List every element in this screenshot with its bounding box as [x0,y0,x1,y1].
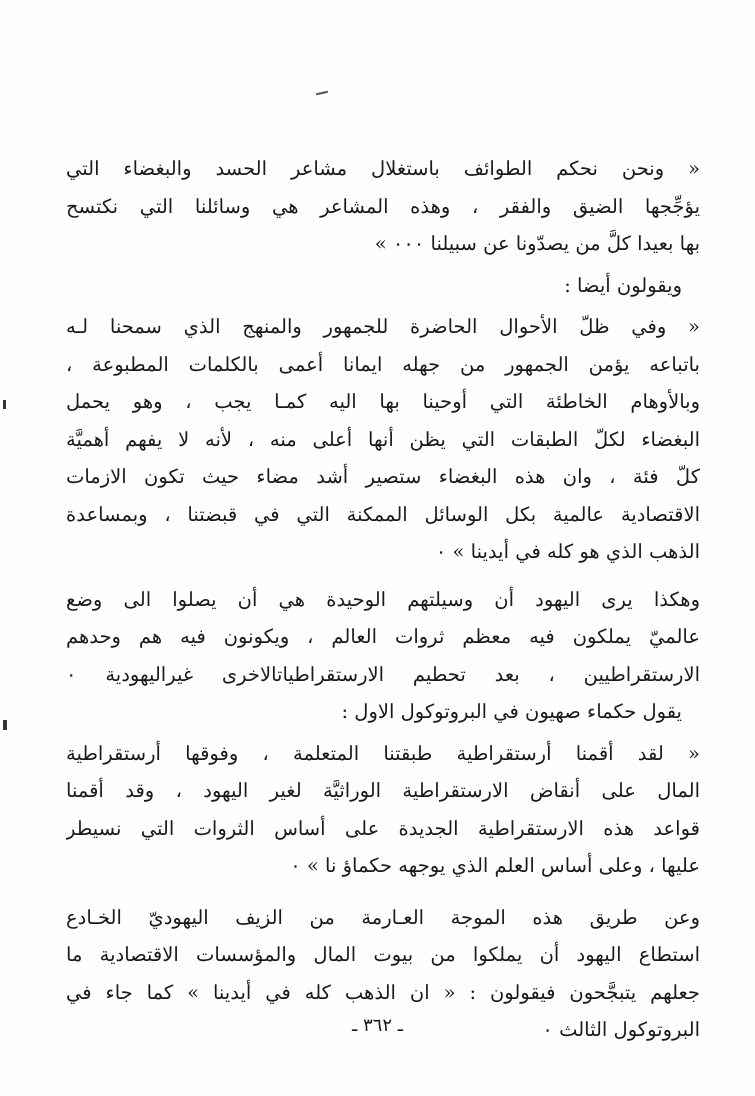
text-line: يقول حكماء صهيون في البروتوكول الاول : [341,700,682,723]
text-line: « ونحن نحكم الطوائف باستغلال مشاعر الحسد والبغضاء التي [66,157,700,180]
text-line: باتباعه يؤمن الجمهور من جهله ايمانا أعمى بالكلمات المطبوعة ، [66,352,700,376]
paragraph-intro-protocol-1 [66,693,700,731]
text-line: الارستقراطيين ، بعد تحطيم الارستقراطياتالاخرى غيراليهودية ٠ [66,662,700,686]
text-line: « لقد أقمنا أرستقراطية طبقتنا المتعلمة ، وفوقها أرستقراطية [66,741,700,765]
text-line: استطاع اليهود أن يملكوا من بيوت المال والمؤسسات الاقتصادية ما [66,943,700,966]
ink-mark-edge [3,720,7,730]
ink-mark-edge [3,400,6,409]
text-line: كلّ فئة ، وان هذه البغضاء ستصير أشد مضاء حيث تكون الازمات [66,465,700,488]
text-line: يؤجِّجها الضيق والفقر ، وهذه المشاعر هي وسائلنا التي نكتسح [66,194,700,218]
text-line: عالميّ يملكون فيه معظم ثروات العالم ، ويكونون فيه هم وحدهم [66,625,700,648]
paragraph-quote-1 [66,150,700,263]
body-text [66,150,700,1049]
text-line: ويقولون أيضا : [564,273,682,297]
text-line: البغضاء لكلّ الطبقات التي يظن أنها أعلى منه ، لأنه لا يفهم أهميَّة [66,427,700,451]
text-line: جعلهم يتبجَّحون فيقولون : « ان الذهب كله في أيدينا » كما جاء في [66,980,700,1004]
page-number: ـ ٣٦٢ ـ [351,1015,403,1036]
text-line: وعن طريق هذه الموجة العـارمة من الزيف اليهوديّ الخـادع [66,905,700,929]
text-line: وبالأوهام الخاطئة التي أوحينا بها اليه كمـا يجب ، وهو يحمل [66,390,700,413]
paragraph-commentary-1 [66,581,700,694]
text-line: البروتوكول الثالث ٠ [542,1018,700,1041]
text-line: قواعد هذه الارستقراطية الجديدة على أساس الثروات التي نسيطر [66,816,700,840]
ink-mark-top [316,91,328,95]
text-line: الاقتصادية عالمية بكل الوسائل الممكنة التي في قبضتنا ، وبمساعدة [66,502,700,526]
paragraph-quote-3 [66,735,700,885]
text-line: المال على أنقاض الارستقراطية الوراثيَّة لغير اليهود ، وقد أقمنا [66,779,700,802]
text-line: بها بعيدا كلَّ من يصدّونا عن سبيلنا ٠٠٠ » [374,232,700,255]
text-line: « وفي ظلّ الأحوال الحاضرة للجمهور والمنهج الذي سمحنا لـه [66,315,700,338]
paragraph-quote-2 [66,308,700,571]
text-line: عليها ، وعلى أساس العلم الذي يوجهه حكماؤ نا » ٠ [290,854,700,877]
paragraph-intro-2 [66,267,700,305]
text-line: الذهب الذي هو كله في أيدينا » ٠ [435,540,700,563]
text-line: وهكذا يرى اليهود أن وسيلتهم الوحيدة هي أن يصلوا الى وضع [66,587,700,611]
